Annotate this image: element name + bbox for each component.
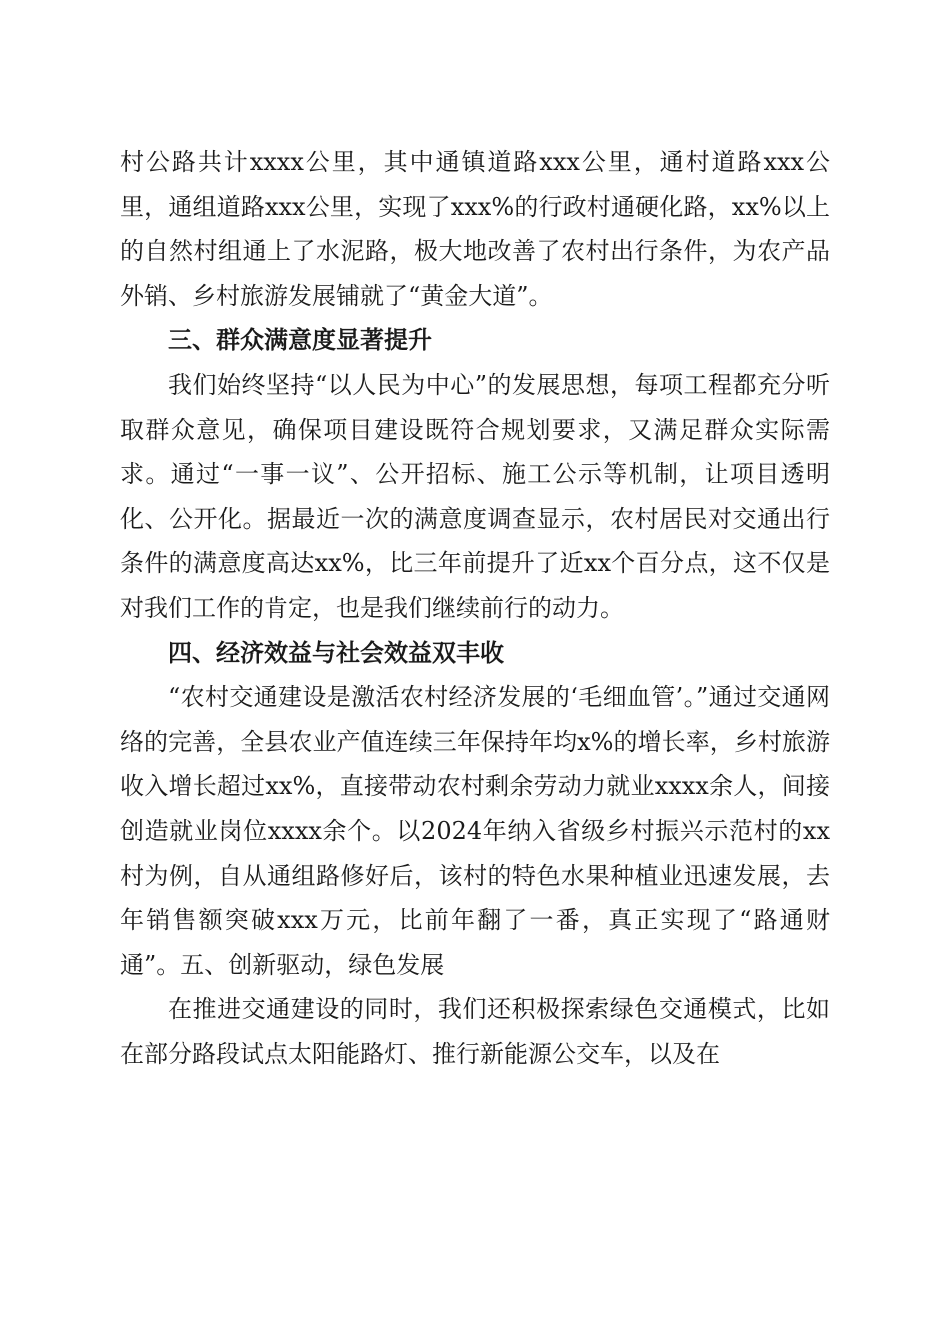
paragraph-green-transport: 在推进交通建设的同时，我们还积极探索绿色交通模式，比如在部分路段试点太阳能路灯、推行新能源公交车，以及在 [120, 995, 830, 1068]
paragraph-satisfaction: 我们始终坚持“以人民为中心”的发展思想，每项工程都充分听取群众意见，确保项目建设既符合规划要求，又满足群众实际需求。通过“一事一议”、公开招标、施工公示等机制，让项目透明化、公开化。据最近一次的满意度调查显示，农村居民对交通出行条件的满意度高达xx%，比三年前提升了近xx个百分点，这不仅是对我们工作的肯定，也是我们继续前行的动力。 [120, 370, 830, 622]
section-heading-satisfaction: 三、群众满意度显著提升 [168, 326, 432, 355]
section-heading-benefits: 四、经济效益与社会效益双丰收 [168, 638, 504, 667]
document-page [120, 140, 830, 1076]
paragraph-road-stats: 村公路共计xxxx公里，其中通镇道路xxx公里，通村道路xxx公里，通组道路xxx公里，实现了xxx%的行政村通硬化路，xx%以上的自然村组通上了水泥路，极大地改善了农村出行条件，为农产品外销、乡村旅游发展铺就了“黄金大道”。 [120, 148, 830, 310]
paragraph-benefits: “农村交通建设是激活农村经济发展的‘毛细血管’。”通过交通网络的完善，全县农业产值连续三年保持年均x%的增长率，乡村旅游收入增长超过xx%，直接带动农村剩余劳动力就业xxxx余人，间接创造就业岗位xxxx余个。以2024年纳入省级乡村振兴示范村的xx村为例，自从通组路修好后，该村的特色水果种植业迅速发展，去年销售额突破xxx万元，比前年翻了一番，真正实现了“路通财通”。五、创新驱动，绿色发展 [120, 683, 830, 979]
